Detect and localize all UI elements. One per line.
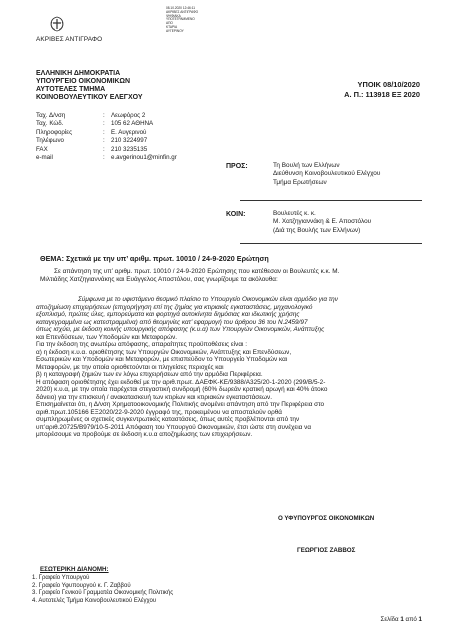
header-line: ΥΠΟΥΡΓΕΙΟ ΟΙΚΟΝΟΜΙΚΩΝ bbox=[36, 78, 131, 85]
list-item: 2. Γραφείο Υφυπουργού κ. Γ. Ζαββού bbox=[32, 582, 131, 589]
stamp-line: 08.10.2020 12:46:11 bbox=[166, 6, 196, 10]
contact-value: 210 3235135 bbox=[111, 145, 148, 153]
contact-details bbox=[36, 112, 236, 162]
contact-row: Ταχ. Κώδ. : 105 62 ΑΘΗΝΑ bbox=[36, 120, 154, 128]
page-prefix: Σελίδα bbox=[380, 616, 399, 623]
contact-value: 210 3224997 bbox=[111, 137, 148, 145]
text-line: δάνειο) για την επισκευή / ανακατασκευή των κτιρίων και κτιριακών εγκαταστάσεων. bbox=[36, 393, 273, 401]
contact-value: 105 62 ΑΘΗΝΑ bbox=[111, 120, 154, 128]
divider bbox=[240, 200, 422, 201]
contact-email[interactable]: e.avgerinou1@minfin.gr bbox=[111, 154, 177, 162]
recipient-line: Τη Βουλή των Ελλήνων bbox=[273, 162, 340, 169]
text-line: Σύμφωνα με το υφιστάμενο θεσμικό πλαίσιο το Υπουργείο Οικονομικών είναι αρμόδιο για την bbox=[78, 296, 338, 303]
recipient-block bbox=[273, 162, 380, 187]
cc-block bbox=[273, 210, 371, 235]
text-line: όπως ισχύει, με έκδοση κοινής υπουργικής απόφασης (κ.υ.α) των Υπουργών Οικονομικών, Ανάπτυξης bbox=[36, 326, 325, 333]
stamp-line: ΑΠΟ bbox=[166, 21, 173, 26]
recipient-line: Τμήμα Ερωτήσεων bbox=[273, 178, 327, 186]
page-number bbox=[381, 616, 422, 623]
signatory-name: ΓΕΩΡΓΙΟΣ ΖΑΒΒΟΣ bbox=[297, 547, 356, 554]
contact-key: Ταχ. Δ/νση bbox=[36, 112, 66, 119]
digital-signature-stamp bbox=[166, 7, 230, 34]
header-line: ΚΟΙΝΟΒΟΥΛΕΥΤΙΚΟΥ ΕΛΕΓΧΟΥ bbox=[36, 94, 143, 101]
greek-coat-of-arms-icon bbox=[49, 16, 65, 32]
text-line: μπορέσουμε να προβούμε σε έκδοση κ.υ.α αποζημίωσης των επιχειρήσεων. bbox=[36, 431, 253, 438]
text-line: Εσωτερικών και Υποδομών και Μεταφορών, με επισπεύδον το Υπουργείο Υποδομών και bbox=[36, 356, 288, 363]
header-line: ΕΛΛΗΝΙΚΗ ΔΗΜΟΚΡΑΤΙΑ bbox=[36, 70, 121, 77]
list-item: 1. Γραφείο Υπουργού bbox=[32, 575, 90, 581]
recipient-label: ΠΡΟΣ: bbox=[226, 163, 248, 170]
text-line: συμπληρωμένες οι σχετικές συγκεντρωτικές καταστάσεις, όπως αυτές προβλέπονται από την bbox=[36, 416, 300, 423]
stamp-line: ΑΚΡΙΒΕΣ ΑΝΤΙΓΡΑΦΟ bbox=[166, 9, 199, 14]
text-line: Μιλτιάδης Χατζηγιαννάκης και Ευάγγελος Αποστόλου, σας γνωρίζουμε τα ακόλουθα: bbox=[40, 275, 278, 283]
stamp-line: ΥΠΟΓΕΓΡΑΜΜΕΝΟ bbox=[166, 17, 195, 22]
contact-row: Ταχ. Δ/νση : Λεωφόρος 2 bbox=[36, 112, 146, 119]
text-line: 2020) κ.υ.α, με την οποία παρέχεται στεγαστική συνδρομή (60% δωρεάν κρατική αρωγή και 40% άτοκο bbox=[36, 386, 328, 393]
divider bbox=[240, 243, 422, 244]
contact-key: FAX bbox=[36, 145, 48, 153]
certified-copy-stamp: ΑΚΡΙΒΕΣ ΑΝΤΙΓΡΑΦΟ bbox=[36, 36, 103, 43]
cc-label: ΚΟΙΝ: bbox=[226, 211, 246, 218]
contact-value: Λεωφόρος 2 bbox=[111, 112, 146, 119]
cc-line: (Διά της Βουλής των Ελλήνων) bbox=[273, 226, 361, 234]
text-line: Μεταφορών, με την οποία οριοθετούνται οι πληγείσες περιοχές και bbox=[36, 363, 224, 371]
page-current: 1 bbox=[400, 616, 404, 623]
text-line: και Επενδύσεων, των Υποδομών και Μεταφορών. bbox=[36, 333, 178, 341]
text-line: Επισημαίνεται ότι, η Δ/νση Χρηματοοικονομικής Πολιτικής ανομένει απάντηση από την Περιφέρεια στο bbox=[36, 401, 325, 408]
protocol-number: Α. Π.: 113918 ΕΞ 2020 bbox=[344, 90, 420, 99]
contact-key: Τηλέφωνο bbox=[36, 137, 64, 145]
text-line: καταγεγραμμένα ως κατεστραμμένα) από θεομηνίες κατ’ εφαρμογή του άρθρου 36 του Ν.2459/97 bbox=[36, 318, 308, 326]
text-line: Για την έκδοση της ανωτέρω απόφασης, απαραίτητες προϋποθέσεις είναι : bbox=[36, 341, 247, 348]
text-line: β) η καταγραφή ζημιών των εν λόγω επιχειρήσεων από την αρμόδια Περιφέρεια. bbox=[36, 371, 263, 378]
text-line: Η απόφαση οριοθέτησης έχει εκδοθεί με την αριθ.πρωτ. ΔΑΕΦΚ-ΚΕ/9388/Α325/20-1-2020 (299/Β/5-2- bbox=[36, 378, 326, 386]
body-paragraph bbox=[36, 296, 424, 439]
recipient-line: Διεύθυνση Κοινοβουλευτικού Ελέγχου bbox=[273, 170, 381, 178]
stamp-line: ΑΥΓΕΡΙΝΟΥ bbox=[166, 28, 184, 33]
contact-row: Τηλέφωνο : 210 3224997 bbox=[36, 137, 148, 145]
reference-date: ΥΠΟΙΚ 08/10/2020 bbox=[357, 80, 420, 89]
text-line: Σε απάντηση της υπ’ αριθμ. πρωτ. 10010 / 24-9-2020 Ερώτησης που κατέθεσαν οι Βουλευτές κ.κ. Μ. bbox=[54, 268, 340, 275]
issuer-header bbox=[36, 70, 186, 102]
stamp-line: ΚΤΑΡΙΑ bbox=[166, 24, 178, 29]
intro-paragraph bbox=[40, 268, 428, 283]
header-line: ΑΥΤΟΤΕΛΕΣ ΤΜΗΜΑ bbox=[36, 86, 106, 93]
contact-row: FAX : 210 3235135 bbox=[36, 145, 148, 153]
page-of: από bbox=[405, 616, 417, 623]
contact-key: Ταχ. Κώδ. bbox=[36, 120, 64, 128]
cc-line: Μ. Χατζηγιαννάκη & Ε. Αποστόλου bbox=[273, 218, 372, 226]
text-line: υπ’αριθ.20725/Β979/10-5-2011 Απόφαση του Υπουργού Οικονομικών, έτσι ώστε στη συνέχεια να bbox=[36, 423, 312, 431]
list-item: 3. Γραφείο Γενικού Γραμματέα Οικονομικής Πολιτικής bbox=[32, 590, 174, 597]
contact-value: Ε. Αυγερινού bbox=[111, 128, 147, 136]
page-total: 1 bbox=[418, 616, 422, 623]
contact-key: Πληροφορίες bbox=[36, 128, 73, 136]
text-line: α) η έκδοση κ.υ.α. οριοθέτησης των Υπουργών Οικονομικών, Ανάπτυξης και Επενδύσεων, bbox=[36, 348, 292, 356]
distribution-title: ΕΣΩΤΕΡΙΚΗ ΔΙΑΝΟΜΗ: bbox=[40, 566, 109, 573]
text-line: αριθ.πρωτ.105166 ΕΞ2020/22-9-2020 έγγραφό της, προκειμένου να αποσταλούν ορθά bbox=[36, 408, 282, 416]
list-item: 4. Αυτοτελές Τμήμα Κοινοβουλευτικού Ελέγχου bbox=[32, 597, 157, 604]
contact-row: e-mail : e.avgerinou1@minfin.gr bbox=[36, 154, 177, 162]
cc-line: Βουλευτές κ. κ. bbox=[273, 210, 316, 217]
signatory-title: Ο ΥΦΥΠΟΥΡΓΟΣ ΟΙΚΟΝΟΜΙΚΩΝ bbox=[278, 515, 375, 522]
text-line: εξοπλισμό, πρώτες ύλες, εμπορεύματα και φορτηγά αυτοκίνητα δημόσιας και ιδιωτικής χρήσης bbox=[36, 311, 300, 318]
text-line: αποζημίωση επιχειρήσεων (επιχορήγηση επί της ζημίας για κτιριακές εγκαταστάσεις, μηχανολογικό bbox=[36, 303, 313, 311]
subject-line: ΘΕΜΑ: Σχετικά με την υπ’ αριθμ. πρωτ. 10010 / 24-9-2020 Ερώτηση bbox=[40, 254, 269, 263]
stamp-line: ΨΗΦΙΑΚΑ bbox=[166, 13, 181, 18]
distribution-list bbox=[32, 575, 173, 605]
contact-row: Πληροφορίες : Ε. Αυγερινού bbox=[36, 128, 147, 136]
contact-key: e-mail bbox=[36, 154, 53, 162]
